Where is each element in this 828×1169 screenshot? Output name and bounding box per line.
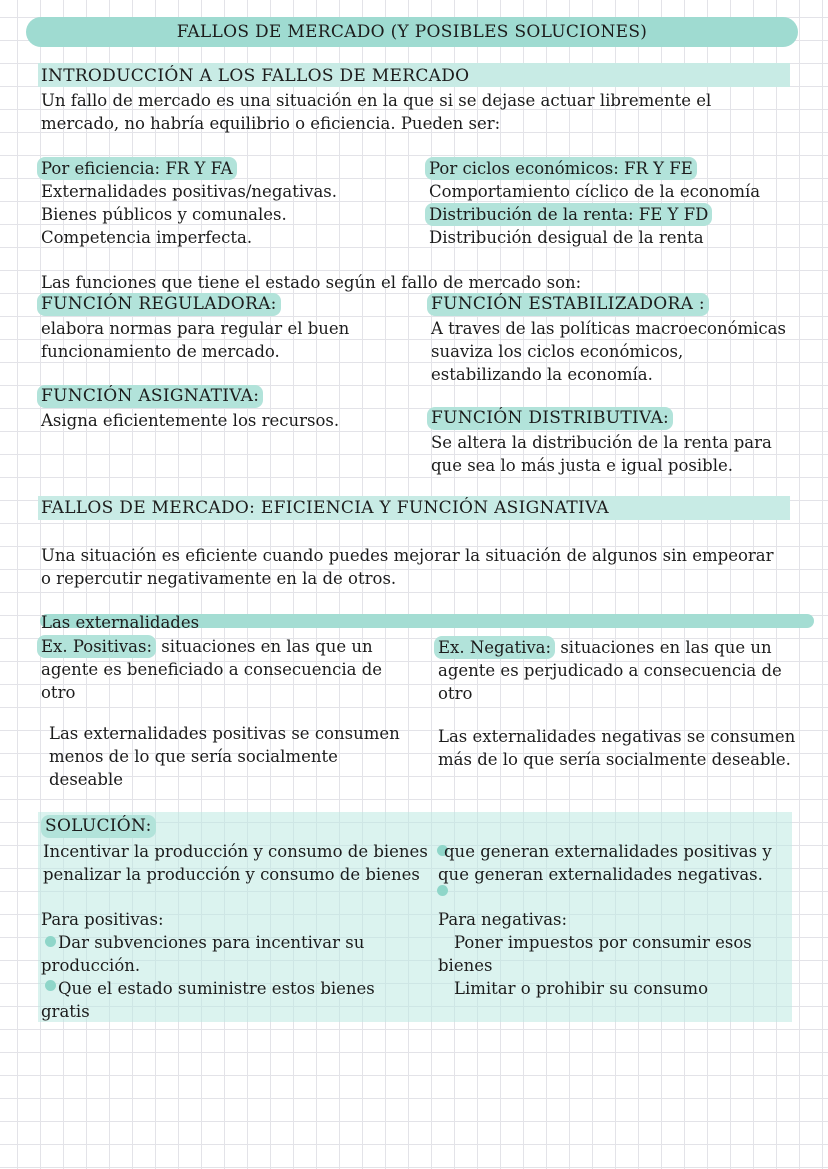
distributiva-text: que sea lo más justa e igual posible. — [431, 456, 734, 475]
efficiency-type-item: Externalidades positivas/negativas. — [41, 182, 337, 201]
intro-text-line-2: mercado, no habría equilibrio o eficiencia. Pueden ser: — [41, 114, 501, 133]
positives-item: gratis — [41, 1002, 90, 1021]
efficiency-type-item: Competencia imperfecta. — [41, 228, 253, 247]
efficiency-type-heading: Por eficiencia: FR Y FA — [41, 157, 237, 180]
efficiency-type-item: Bienes públicos y comunales. — [41, 205, 287, 224]
positives-heading: Para positivas: — [41, 910, 164, 929]
reguladora-text: elabora normas para regular el buen — [41, 319, 350, 338]
positive-externality-note: deseable — [49, 770, 124, 789]
solution-text: que generan externalidades positivas y — [444, 842, 772, 861]
bullet-dot-icon — [45, 980, 56, 991]
positive-externality-note: menos de lo que sería socialmente — [49, 747, 338, 766]
asignativa-heading: FUNCIÓN ASIGNATIVA: — [41, 385, 263, 408]
negative-externality-definition: otro — [438, 684, 473, 703]
intro-heading: INTRODUCCIÓN A LOS FALLOS DE MERCADO — [41, 66, 470, 86]
cycles-type-heading: Por ciclos económicos: FR Y FE — [429, 157, 697, 180]
efficiency-text-line-1: Una situación es eficiente cuando puedes mejorar la situación de algunos sin empeorar — [41, 546, 774, 565]
negatives-item: Poner impuestos por consumir esos — [454, 933, 752, 952]
intro-text-line-1: Un fallo de mercado es una situación en la que si se dejase actuar libremente el — [41, 91, 712, 110]
efficiency-text-line-2: o repercutir negativamente en la de otros. — [41, 569, 397, 588]
solution-heading: SOLUCIÓN: — [45, 815, 156, 838]
positives-item: Dar subvenciones para incentivar su — [58, 933, 365, 952]
estabilizadora-text: suaviza los ciclos económicos, — [431, 342, 684, 361]
bullet-dot-icon — [45, 936, 56, 947]
negatives-item: Limitar o prohibir su consumo — [454, 979, 709, 998]
positive-externality-definition: otro — [41, 683, 76, 702]
externalities-heading: Las externalidades — [41, 613, 200, 632]
bullet-dot-icon — [437, 885, 448, 896]
estabilizadora-text: estabilizando la economía. — [431, 365, 653, 384]
positive-externality-note: Las externalidades positivas se consumen — [49, 724, 400, 743]
negative-externality-note: Las externalidades negativas se consumen — [438, 727, 796, 746]
cycles-type-item: Comportamiento cíclico de la economía — [429, 182, 761, 201]
positives-item: producción. — [41, 956, 141, 975]
positives-item: Que el estado suministre estos bienes — [58, 979, 375, 998]
negatives-item: bienes — [438, 956, 493, 975]
functions-intro: Las funciones que tiene el estado según el fallo de mercado son: — [41, 273, 582, 292]
reguladora-heading: FUNCIÓN REGULADORA: — [41, 293, 281, 316]
distributiva-text: Se altera la distribución de la renta para — [431, 433, 772, 452]
positive-externality-definition: Ex. Positivas: situaciones en las que un — [41, 635, 373, 658]
positive-externality-definition: agente es beneficiado a consecuencia de — [41, 660, 383, 679]
reguladora-text: funcionamiento de mercado. — [41, 342, 280, 361]
solution-text: Incentivar la producción y consumo de bienes — [43, 842, 428, 861]
estabilizadora-heading: FUNCIÓN ESTABILIZADORA : — [431, 293, 709, 316]
negative-externality-definition: agente es perjudicado a consecuencia de — [438, 661, 782, 680]
asignativa-text: Asigna eficientemente los recursos. — [41, 411, 340, 430]
distributiva-heading: FUNCIÓN DISTRIBUTIVA: — [431, 407, 673, 430]
efficiency-heading: FALLOS DE MERCADO: EFICIENCIA Y FUNCIÓN ASIGNATIVA — [41, 498, 609, 518]
page-title: FALLOS DE MERCADO (Y POSIBLES SOLUCIONES) — [176, 22, 648, 42]
estabilizadora-text: A traves de las políticas macroeconómicas — [431, 319, 786, 338]
negative-externality-definition: Ex. Negativa: situaciones en las que un — [438, 636, 772, 659]
solution-text: penalizar la producción y consumo de bienes — [43, 865, 420, 884]
negative-externality-note: más de lo que sería socialmente deseable. — [438, 750, 791, 769]
distribution-type-heading: Distribución de la renta: FE Y FD — [429, 203, 712, 226]
distribution-type-item: Distribución desigual de la renta — [429, 228, 704, 247]
solution-text: que generan externalidades negativas. — [438, 865, 763, 884]
negatives-heading: Para negativas: — [438, 910, 568, 929]
